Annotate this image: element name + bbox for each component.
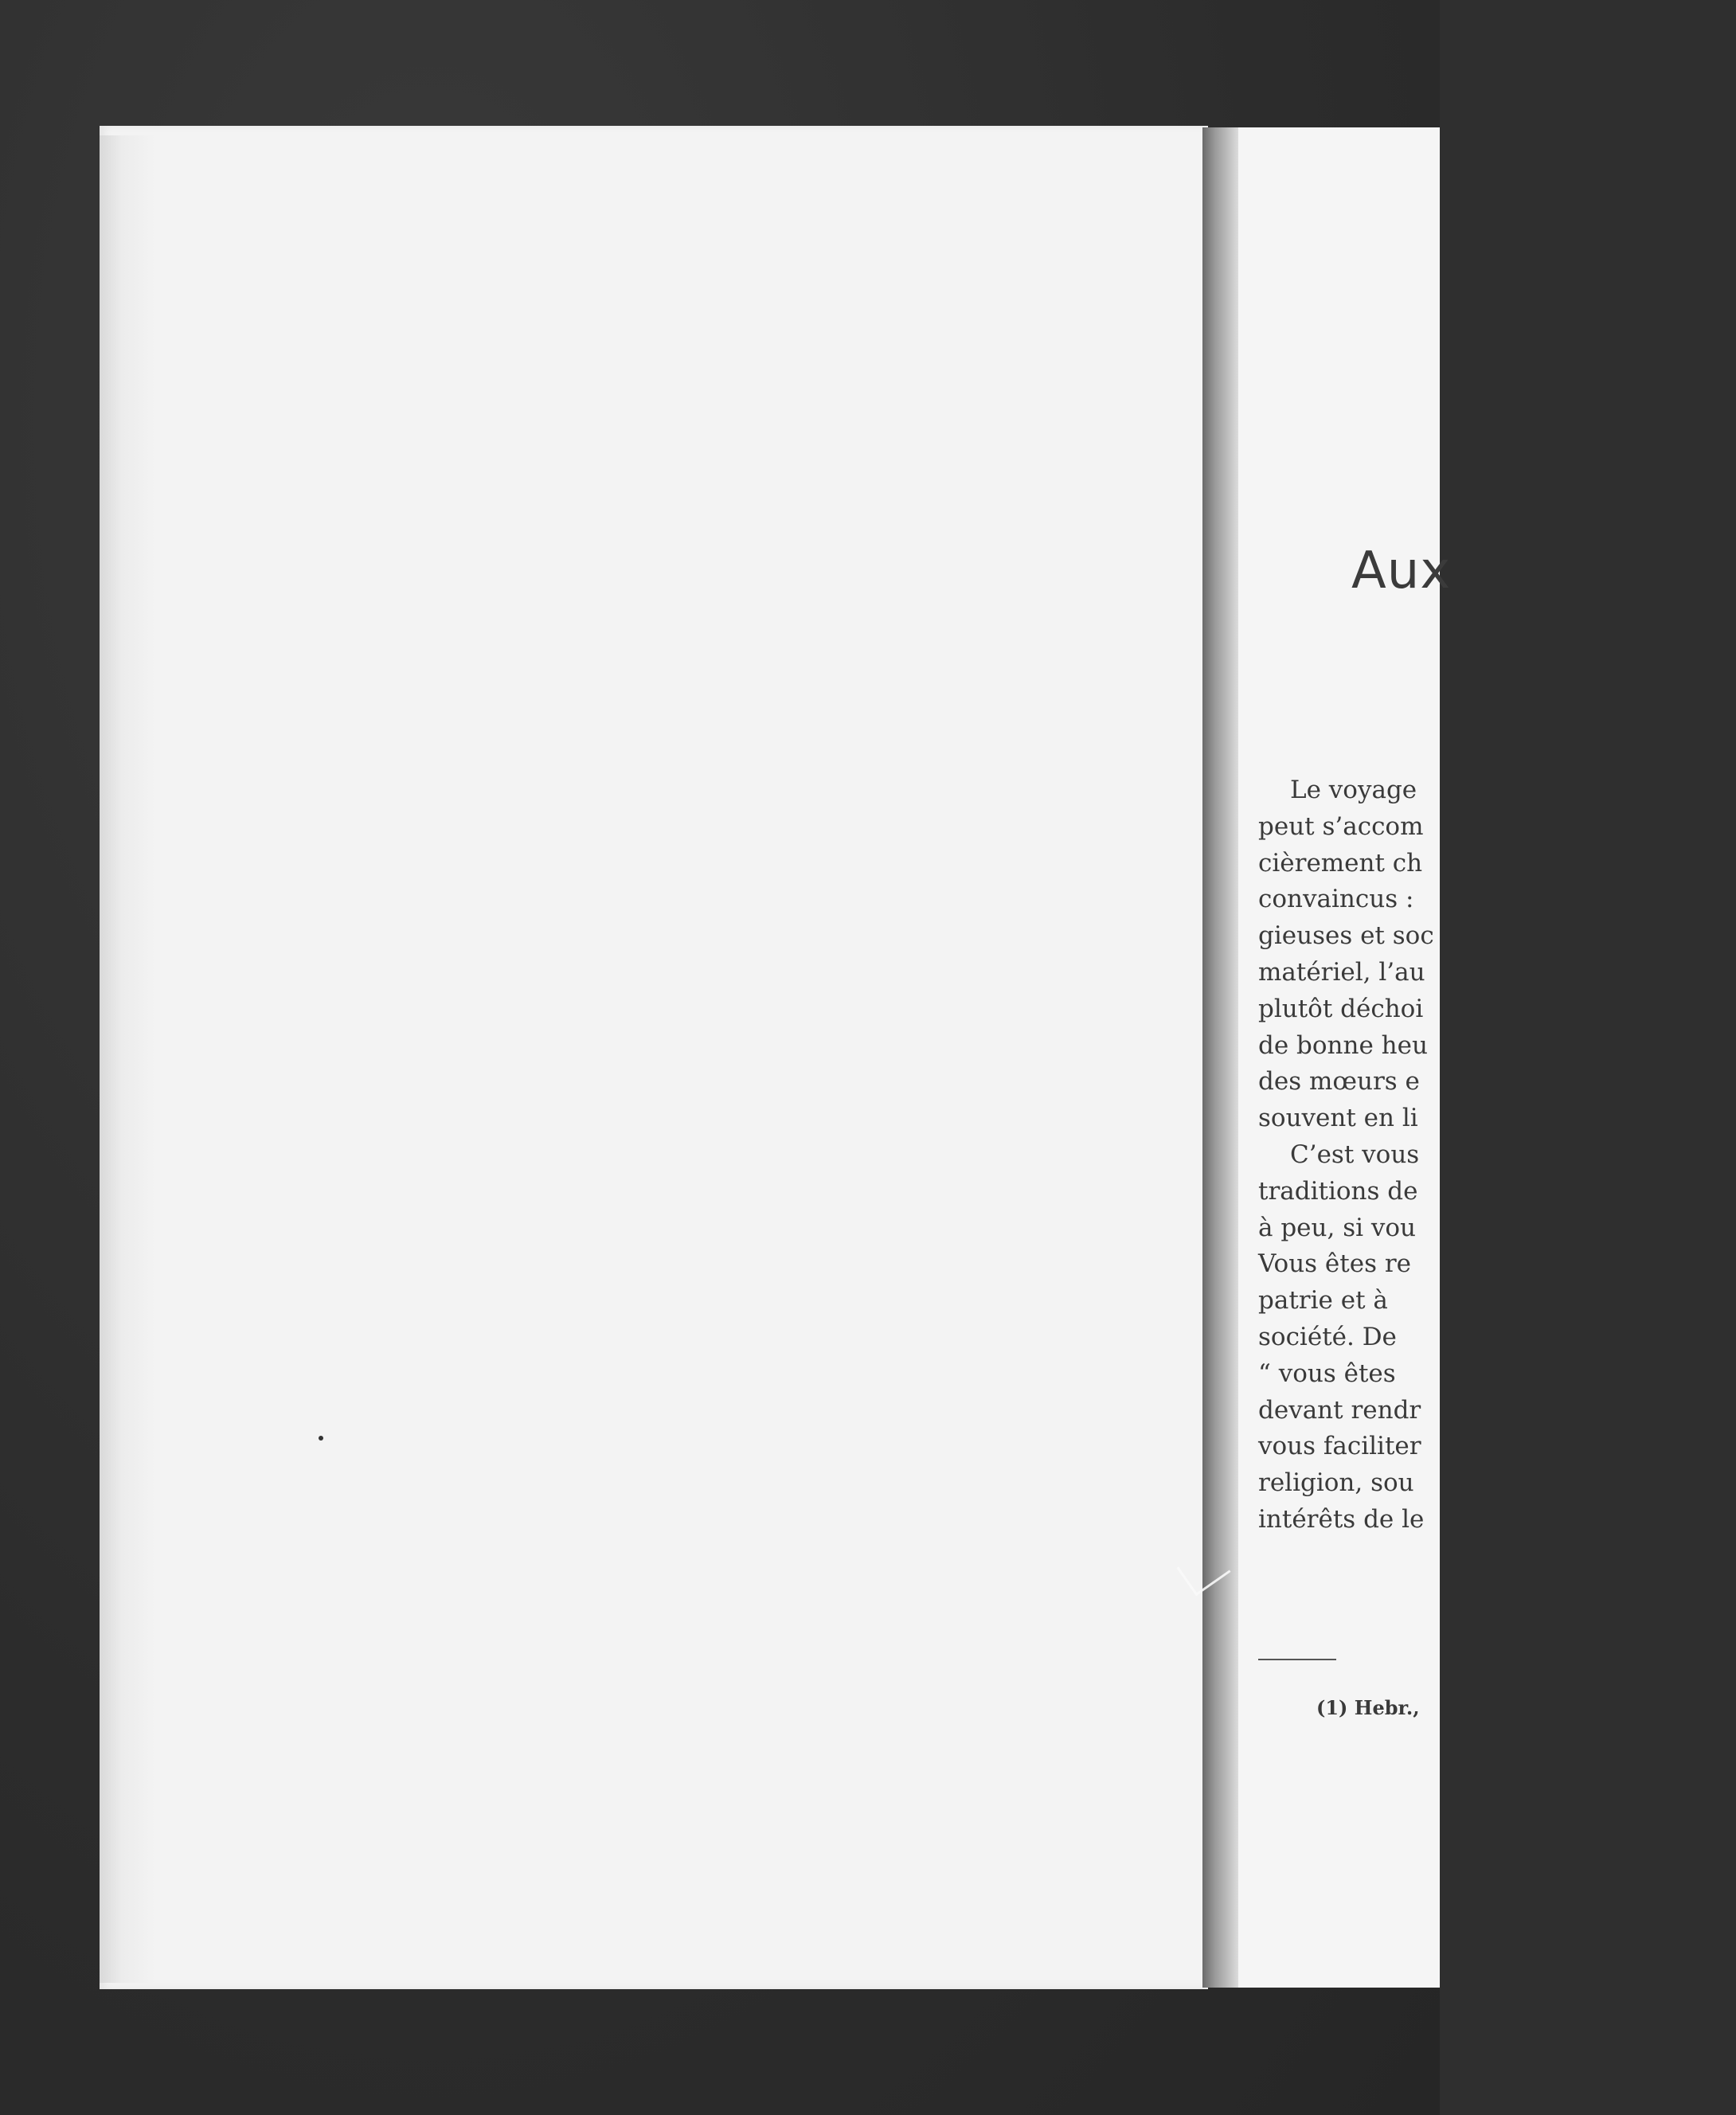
left-page-edge <box>100 135 155 1983</box>
text-line: C’est vous <box>1290 1140 1420 1169</box>
text-line: religion, sou <box>1258 1468 1414 1498</box>
text-line: intérêts de le <box>1258 1504 1425 1534</box>
text-line: société. De <box>1258 1322 1397 1351</box>
right-page <box>1238 127 1452 1988</box>
text-line: gieuses et soc <box>1258 921 1434 951</box>
text-line: de bonne heu <box>1258 1030 1428 1060</box>
text-line: cièrement ch <box>1258 848 1423 878</box>
book-gutter <box>1202 127 1238 1988</box>
text-line: traditions de <box>1258 1176 1418 1206</box>
text-line: Le voyage <box>1290 776 1417 804</box>
page-title: Aux <box>1351 541 1452 600</box>
text-line: peut s’accom <box>1258 811 1424 841</box>
text-line: “ vous êtes <box>1258 1359 1396 1388</box>
text-line: plutôt déchoi <box>1258 994 1424 1023</box>
text-line: des mœurs e <box>1258 1067 1420 1097</box>
text-line: à peu, si vou <box>1258 1213 1417 1242</box>
text-line: vous faciliter <box>1258 1432 1421 1461</box>
body-text <box>1258 772 1736 1538</box>
text-line: matériel, l’au <box>1258 957 1425 987</box>
text-line: souvent en li <box>1258 1104 1418 1133</box>
ink-speck <box>319 1436 323 1441</box>
blank-left-page <box>100 126 1208 1989</box>
text-line: devant rendr <box>1258 1395 1421 1425</box>
footnote-rule <box>1258 1659 1336 1660</box>
text-line: convaincus : <box>1258 885 1414 914</box>
text-line: patrie et à <box>1258 1286 1388 1316</box>
footnote: (1) Hebr., <box>1316 1696 1420 1719</box>
text-line: Vous êtes re <box>1258 1249 1412 1279</box>
